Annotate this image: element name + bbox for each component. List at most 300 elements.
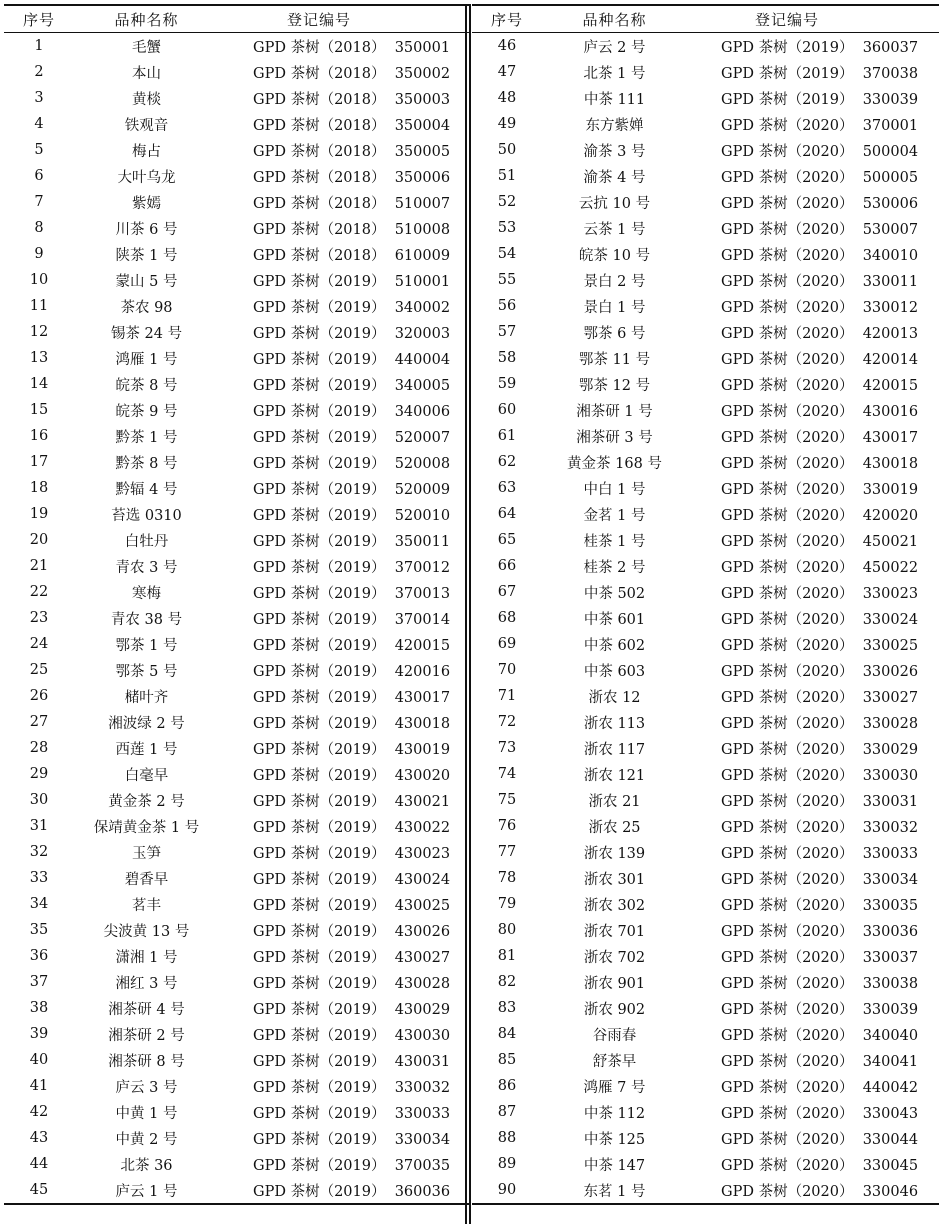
row-variety-name: 中茶 147 [583, 1157, 646, 1174]
row-variety-name: 浙农 121 [583, 767, 646, 784]
row-variety-name: 毛蟹 [132, 39, 161, 56]
table-row [472, 657, 939, 683]
row-seq: 21 [29, 558, 49, 574]
row-registration-number: GPD 茶树（2020） 530007 [721, 221, 919, 238]
table-row [4, 1021, 471, 1047]
row-seq: 57 [497, 324, 517, 340]
row-seq: 3 [34, 90, 44, 106]
row-registration-number: GPD 茶树（2020） 340010 [721, 247, 919, 264]
row-seq: 16 [29, 428, 49, 444]
table-row [4, 137, 471, 163]
row-seq: 8 [34, 220, 44, 236]
row-registration-number: GPD 茶树（2020） 330028 [721, 715, 919, 732]
table-row [472, 995, 939, 1021]
row-seq: 90 [497, 1182, 517, 1198]
table-row [4, 449, 471, 475]
row-seq: 64 [497, 506, 517, 522]
table-row [4, 59, 471, 85]
row-seq: 19 [29, 506, 49, 522]
row-variety-name: 鄂茶 6 号 [583, 325, 646, 342]
row-seq: 44 [29, 1156, 49, 1172]
row-seq: 56 [497, 298, 517, 314]
row-seq: 78 [497, 870, 517, 886]
row-seq: 26 [29, 688, 49, 704]
row-registration-number: GPD 茶树（2020） 330037 [721, 949, 919, 966]
row-variety-name: 皖茶 10 号 [578, 247, 651, 264]
row-seq: 34 [29, 896, 49, 912]
row-seq: 89 [497, 1156, 517, 1172]
row-seq: 49 [497, 116, 517, 132]
row-registration-number: GPD 茶树（2019） 520010 [253, 507, 451, 524]
row-variety-name: 庐云 2 号 [583, 39, 646, 56]
table-row [4, 241, 471, 267]
table-row [472, 267, 939, 293]
table-row [472, 709, 939, 735]
row-variety-name: 梅占 [132, 143, 161, 160]
table-row [4, 475, 471, 501]
table-row [472, 319, 939, 345]
row-registration-number: GPD 茶树（2020） 430016 [721, 403, 919, 420]
table-row [4, 293, 471, 319]
row-seq: 39 [29, 1026, 49, 1042]
row-seq: 18 [29, 480, 49, 496]
row-registration-number: GPD 茶树（2020） 330046 [721, 1183, 919, 1200]
row-seq: 52 [497, 194, 517, 210]
row-registration-number: GPD 茶树（2020） 330036 [721, 923, 919, 940]
row-seq: 79 [497, 896, 517, 912]
row-registration-number: GPD 茶树（2019） 370013 [253, 585, 451, 602]
header-seq: 序号 [22, 10, 55, 29]
row-registration-number: GPD 茶树（2019） 320003 [253, 325, 451, 342]
row-registration-number: GPD 茶树（2019） 520009 [253, 481, 451, 498]
row-registration-number: GPD 茶树（2019） 430028 [253, 975, 451, 992]
row-variety-name: 青农 38 号 [110, 611, 183, 628]
table-row [4, 163, 471, 189]
table-row [472, 137, 939, 163]
row-registration-number: GPD 茶树（2018） 350003 [253, 91, 451, 108]
row-seq: 43 [29, 1130, 49, 1146]
row-registration-number: GPD 茶树（2019） 360037 [721, 39, 919, 56]
row-seq: 63 [497, 480, 517, 496]
row-registration-number: GPD 茶树（2019） 520008 [253, 455, 451, 472]
row-variety-name: 保靖黄金茶 1 号 [93, 819, 200, 836]
table-row [472, 241, 939, 267]
row-registration-number: GPD 茶树（2019） 330033 [253, 1105, 451, 1122]
row-registration-number: GPD 茶树（2020） 330039 [721, 1001, 919, 1018]
table-row [4, 345, 471, 371]
row-variety-name: 鄂茶 12 号 [578, 377, 651, 394]
table-row [4, 527, 471, 553]
row-registration-number: GPD 茶树（2020） 330033 [721, 845, 919, 862]
row-variety-name: 东茗 1 号 [583, 1183, 646, 1200]
row-seq: 20 [29, 532, 49, 548]
row-registration-number: GPD 茶树（2019） 510001 [253, 273, 451, 290]
row-registration-number: GPD 茶树（2018） 350004 [253, 117, 451, 134]
table-row [472, 787, 939, 813]
table-row [472, 761, 939, 787]
row-seq: 74 [497, 766, 517, 782]
table-row [472, 891, 939, 917]
row-variety-name: 苔选 0310 [111, 507, 182, 524]
row-registration-number: GPD 茶树（2019） 520007 [253, 429, 451, 446]
row-variety-name: 本山 [132, 65, 161, 82]
row-registration-number: GPD 茶树（2019） 350011 [253, 533, 451, 550]
row-seq: 28 [29, 740, 49, 756]
table-row [4, 657, 471, 683]
row-variety-name: 中茶 502 [583, 585, 646, 602]
row-registration-number: GPD 茶树（2020） 500005 [721, 169, 919, 186]
table-row [4, 813, 471, 839]
header-name: 品种名称 [582, 10, 647, 29]
row-seq: 11 [29, 298, 49, 314]
header-row [472, 4, 939, 33]
row-registration-number: GPD 茶树（2020） 330044 [721, 1131, 919, 1148]
row-registration-number: GPD 茶树（2019） 370038 [721, 65, 919, 82]
row-registration-number: GPD 茶树（2018） 350001 [253, 39, 451, 56]
table-row [4, 683, 471, 709]
table-row [472, 293, 939, 319]
row-variety-name: 景白 1 号 [583, 299, 646, 316]
row-variety-name: 黔茶 1 号 [115, 429, 178, 446]
row-seq: 5 [34, 142, 44, 158]
row-variety-name: 湘茶研 2 号 [108, 1027, 185, 1044]
header-name: 品种名称 [114, 10, 179, 29]
table-row [4, 85, 471, 111]
table-row [4, 371, 471, 397]
row-registration-number: GPD 茶树（2019） 430026 [253, 923, 451, 940]
row-registration-number: GPD 茶树（2019） 370012 [253, 559, 451, 576]
row-seq: 83 [497, 1000, 517, 1016]
table-row [4, 839, 471, 865]
row-registration-number: GPD 茶树（2020） 330012 [721, 299, 919, 316]
table-row [472, 631, 939, 657]
row-registration-number: GPD 茶树（2020） 450021 [721, 533, 919, 550]
table-row [4, 761, 471, 787]
table-row [4, 553, 471, 579]
table-row [4, 631, 471, 657]
row-registration-number: GPD 茶树（2020） 430018 [721, 455, 919, 472]
row-registration-number: GPD 茶树（2018） 510007 [253, 195, 451, 212]
row-seq: 17 [29, 454, 49, 470]
table-row [472, 1177, 939, 1205]
row-registration-number: GPD 茶树（2019） 430017 [253, 689, 451, 706]
row-variety-name: 浙农 902 [583, 1001, 646, 1018]
table-row [472, 605, 939, 631]
row-registration-number: GPD 茶树（2020） 330034 [721, 871, 919, 888]
row-seq: 54 [497, 246, 517, 262]
row-variety-name: 浙农 701 [583, 923, 646, 940]
row-variety-name: 鄂茶 5 号 [115, 663, 178, 680]
row-seq: 25 [29, 662, 49, 678]
row-seq: 87 [497, 1104, 517, 1120]
row-seq: 10 [29, 272, 49, 288]
row-registration-number: GPD 茶树（2019） 430031 [253, 1053, 451, 1070]
row-seq: 15 [29, 402, 49, 418]
row-variety-name: 湘茶研 4 号 [108, 1001, 185, 1018]
header-reg: 登记编号 [755, 10, 820, 29]
row-registration-number: GPD 茶树（2019） 430027 [253, 949, 451, 966]
row-variety-name: 浙农 117 [583, 741, 646, 758]
row-variety-name: 中黄 2 号 [115, 1131, 178, 1148]
row-seq: 84 [497, 1026, 517, 1042]
table-row [472, 371, 939, 397]
row-seq: 1 [34, 38, 44, 54]
row-variety-name: 金茗 1 号 [583, 507, 646, 524]
row-registration-number: GPD 茶树（2018） 350005 [253, 143, 451, 160]
table-row [472, 553, 939, 579]
row-seq: 50 [497, 142, 517, 158]
row-seq: 27 [29, 714, 49, 730]
row-variety-name: 鸿雁 1 号 [115, 351, 178, 368]
table-row [472, 1021, 939, 1047]
row-seq: 36 [29, 948, 49, 964]
row-seq: 32 [29, 844, 49, 860]
row-seq: 9 [34, 246, 44, 262]
row-seq: 31 [29, 818, 49, 834]
row-seq: 77 [497, 844, 517, 860]
table-row [4, 735, 471, 761]
row-registration-number: GPD 茶树（2019） 330039 [721, 91, 919, 108]
row-registration-number: GPD 茶树（2019） 430019 [253, 741, 451, 758]
row-registration-number: GPD 茶树（2019） 340002 [253, 299, 451, 316]
table-row [4, 579, 471, 605]
row-variety-name: 陕茶 1 号 [115, 247, 178, 264]
row-registration-number: GPD 茶树（2018） 510008 [253, 221, 451, 238]
row-variety-name: 浙农 25 [588, 819, 641, 836]
row-seq: 73 [497, 740, 517, 756]
row-variety-name: 黔茶 8 号 [115, 455, 178, 472]
table-row [4, 605, 471, 631]
row-registration-number: GPD 茶树（2019） 430021 [253, 793, 451, 810]
row-registration-number: GPD 茶树（2020） 330045 [721, 1157, 919, 1174]
row-registration-number: GPD 茶树（2018） 610009 [253, 247, 451, 264]
double-column-divider [465, 4, 471, 1224]
table-row [472, 475, 939, 501]
row-seq: 69 [497, 636, 517, 652]
table-row [4, 397, 471, 423]
row-variety-name: 皖茶 8 号 [115, 377, 178, 394]
table-row [4, 1047, 471, 1073]
row-registration-number: GPD 茶树（2020） 330026 [721, 663, 919, 680]
row-seq: 41 [29, 1078, 49, 1094]
row-seq: 23 [29, 610, 49, 626]
row-registration-number: GPD 茶树（2020） 330024 [721, 611, 919, 628]
row-variety-name: 潇湘 1 号 [115, 949, 178, 966]
row-seq: 48 [497, 90, 517, 106]
header-row [4, 4, 471, 33]
row-registration-number: GPD 茶树（2020） 420020 [721, 507, 919, 524]
table-row [472, 423, 939, 449]
table-row [4, 709, 471, 735]
row-seq: 70 [497, 662, 517, 678]
row-registration-number: GPD 茶树（2019） 330032 [253, 1079, 451, 1096]
row-variety-name: 铁观音 [124, 117, 169, 134]
row-seq: 68 [497, 610, 517, 626]
row-seq: 42 [29, 1104, 49, 1120]
row-variety-name: 黔辐 4 号 [115, 481, 178, 498]
table-row [472, 527, 939, 553]
header-seq: 序号 [490, 10, 523, 29]
table-row [472, 683, 939, 709]
table-row [472, 501, 939, 527]
table-row [472, 865, 939, 891]
row-variety-name: 桂茶 2 号 [583, 559, 646, 576]
table-row [472, 917, 939, 943]
row-seq: 38 [29, 1000, 49, 1016]
table-row [4, 267, 471, 293]
row-seq: 88 [497, 1130, 517, 1146]
table-row [472, 111, 939, 137]
row-variety-name: 浙农 301 [583, 871, 646, 888]
rows-left [4, 33, 471, 1205]
row-variety-name: 中茶 602 [583, 637, 646, 654]
row-registration-number: GPD 茶树（2020） 330032 [721, 819, 919, 836]
row-variety-name: 湘茶研 3 号 [576, 429, 653, 446]
table-row [4, 995, 471, 1021]
row-variety-name: 景白 2 号 [583, 273, 646, 290]
row-variety-name: 西莲 1 号 [115, 741, 178, 758]
row-seq: 65 [497, 532, 517, 548]
row-seq: 22 [29, 584, 49, 600]
table-row [4, 969, 471, 995]
row-registration-number: GPD 茶树（2019） 430018 [253, 715, 451, 732]
row-variety-name: 中茶 111 [583, 91, 646, 108]
row-registration-number: GPD 茶树（2020） 450022 [721, 559, 919, 576]
table-row [4, 501, 471, 527]
table-row [472, 1047, 939, 1073]
row-seq: 35 [29, 922, 49, 938]
table-row [472, 397, 939, 423]
row-variety-name: 川茶 6 号 [115, 221, 178, 238]
row-seq: 80 [497, 922, 517, 938]
row-variety-name: 浙农 139 [583, 845, 646, 862]
table-row [472, 1099, 939, 1125]
rows-right [472, 33, 939, 1205]
row-variety-name: 谷雨春 [592, 1027, 637, 1044]
table-row [472, 969, 939, 995]
row-registration-number: GPD 茶树（2019） 330034 [253, 1131, 451, 1148]
row-registration-number: GPD 茶树（2019） 430020 [253, 767, 451, 784]
row-variety-name: 浙农 21 [588, 793, 641, 810]
row-registration-number: GPD 茶树（2020） 440042 [721, 1079, 919, 1096]
table-row [4, 319, 471, 345]
row-seq: 14 [29, 376, 49, 392]
row-registration-number: GPD 茶树（2019） 420016 [253, 663, 451, 680]
row-seq: 85 [497, 1052, 517, 1068]
row-seq: 71 [497, 688, 517, 704]
row-seq: 47 [497, 64, 517, 80]
row-variety-name: 槠叶齐 [124, 689, 169, 706]
row-seq: 37 [29, 974, 49, 990]
row-variety-name: 鸿雁 7 号 [583, 1079, 646, 1096]
row-registration-number: GPD 茶树（2020） 330030 [721, 767, 919, 784]
row-seq: 82 [497, 974, 517, 990]
row-seq: 59 [497, 376, 517, 392]
row-variety-name: 大叶乌龙 [117, 169, 176, 186]
row-registration-number: GPD 茶树（2019） 370035 [253, 1157, 451, 1174]
row-variety-name: 渝茶 3 号 [583, 143, 646, 160]
row-variety-name: 庐云 1 号 [115, 1183, 178, 1200]
row-variety-name: 浙农 702 [583, 949, 646, 966]
table-row [4, 1125, 471, 1151]
table-row [4, 917, 471, 943]
row-seq: 86 [497, 1078, 517, 1094]
row-variety-name: 锡茶 24 号 [110, 325, 183, 342]
table-row [4, 787, 471, 813]
table-row [472, 345, 939, 371]
row-seq: 81 [497, 948, 517, 964]
row-registration-number: GPD 茶树（2020） 340040 [721, 1027, 919, 1044]
row-seq: 61 [497, 428, 517, 444]
row-registration-number: GPD 茶树（2020） 420013 [721, 325, 919, 342]
row-registration-number: GPD 茶树（2020） 330011 [721, 273, 919, 290]
row-registration-number: GPD 茶树（2020） 420014 [721, 351, 919, 368]
table-row [472, 1151, 939, 1177]
row-registration-number: GPD 茶树（2020） 500004 [721, 143, 919, 160]
row-seq: 60 [497, 402, 517, 418]
row-seq: 55 [497, 272, 517, 288]
row-variety-name: 湘红 3 号 [115, 975, 178, 992]
row-variety-name: 湘茶研 8 号 [108, 1053, 185, 1070]
row-seq: 24 [29, 636, 49, 652]
row-variety-name: 云抗 10 号 [578, 195, 651, 212]
table-row [472, 839, 939, 865]
row-variety-name: 鄂茶 1 号 [115, 637, 178, 654]
row-variety-name: 黄金茶 2 号 [108, 793, 185, 810]
header-reg: 登记编号 [287, 10, 352, 29]
row-seq: 7 [34, 194, 44, 210]
row-variety-name: 云茶 1 号 [583, 221, 646, 238]
row-registration-number: GPD 茶树（2019） 360036 [253, 1183, 451, 1200]
table-row [4, 1073, 471, 1099]
row-registration-number: GPD 茶树（2020） 330031 [721, 793, 919, 810]
row-seq: 72 [497, 714, 517, 730]
row-variety-name: 浙农 12 [588, 689, 641, 706]
table-row [4, 423, 471, 449]
row-seq: 12 [29, 324, 49, 340]
row-registration-number: GPD 茶树（2019） 430022 [253, 819, 451, 836]
row-variety-name: 中白 1 号 [583, 481, 646, 498]
row-seq: 62 [497, 454, 517, 470]
table-row [4, 1177, 471, 1205]
row-registration-number: GPD 茶树（2018） 350002 [253, 65, 451, 82]
row-variety-name: 中茶 125 [583, 1131, 646, 1148]
table-row [472, 813, 939, 839]
table-row [4, 1151, 471, 1177]
row-seq: 66 [497, 558, 517, 574]
row-variety-name: 尖波黄 13 号 [103, 923, 190, 940]
row-variety-name: 浙农 302 [583, 897, 646, 914]
row-registration-number: GPD 茶树（2020） 330027 [721, 689, 919, 706]
row-seq: 45 [29, 1182, 49, 1198]
row-registration-number: GPD 茶树（2020） 420015 [721, 377, 919, 394]
row-registration-number: GPD 茶树（2019） 340006 [253, 403, 451, 420]
row-variety-name: 中茶 603 [583, 663, 646, 680]
row-registration-number: GPD 茶树（2019） 430023 [253, 845, 451, 862]
row-registration-number: GPD 茶树（2019） 430029 [253, 1001, 451, 1018]
table-row [472, 215, 939, 241]
row-variety-name: 中茶 601 [583, 611, 646, 628]
table-row [4, 865, 471, 891]
row-registration-number: GPD 茶树（2020） 330038 [721, 975, 919, 992]
row-seq: 67 [497, 584, 517, 600]
table-row [472, 579, 939, 605]
table-row [4, 1099, 471, 1125]
row-registration-number: GPD 茶树（2020） 330035 [721, 897, 919, 914]
table-row [472, 1073, 939, 1099]
row-seq: 58 [497, 350, 517, 366]
row-registration-number: GPD 茶树（2020） 330043 [721, 1105, 919, 1122]
